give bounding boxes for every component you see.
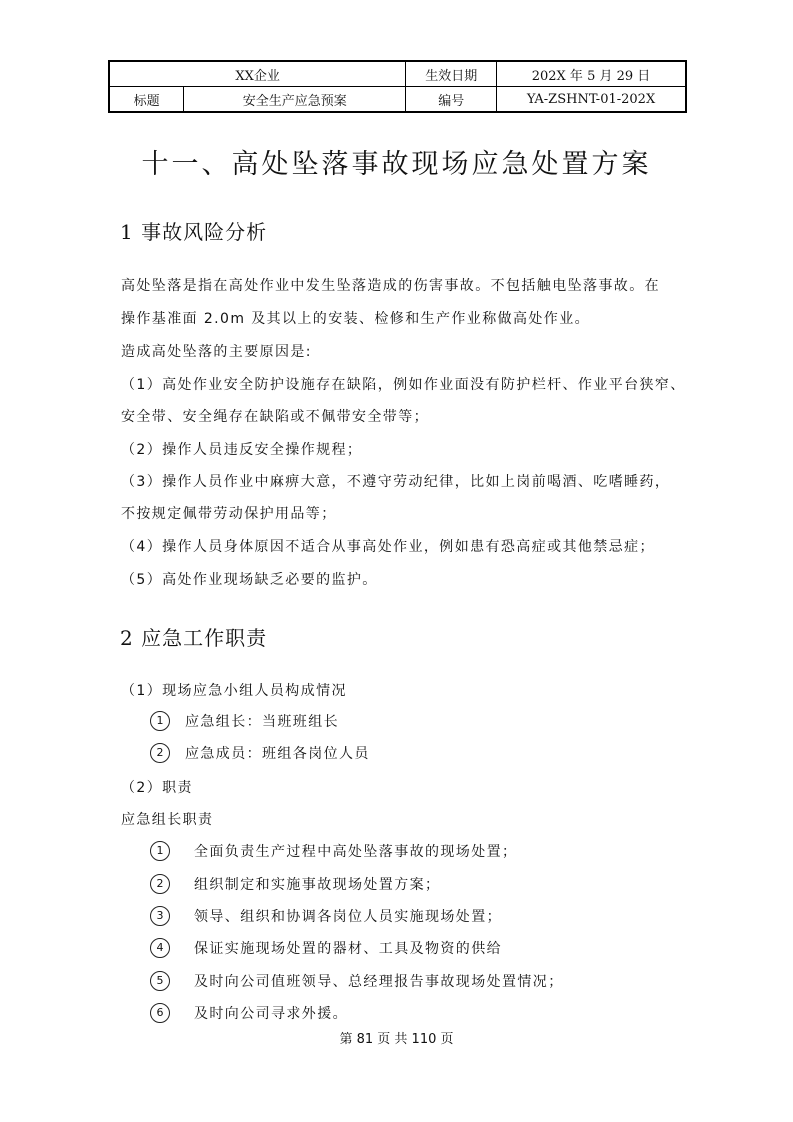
list-item-text: 全面负责生产过程中高处坠落事故的现场处置； xyxy=(194,844,518,860)
circled-number-icon: 5 xyxy=(150,971,170,991)
list-item-text: 领导、组织和协调各岗位人员实施现场处置； xyxy=(194,909,502,925)
circled-number-icon: 2 xyxy=(150,743,170,763)
number-value: YA-ZSHNT-01-202X xyxy=(497,87,686,113)
number-label: 编号 xyxy=(406,87,497,113)
paragraph-line: （5）高处作业现场缺乏必要的监护。 xyxy=(121,572,378,588)
circled-number-icon: 2 xyxy=(150,874,170,894)
list-item xyxy=(150,938,502,958)
list-item xyxy=(150,971,564,991)
paragraph-line: （2）操作人员违反安全操作规程； xyxy=(121,442,363,458)
circled-number-icon: 4 xyxy=(150,938,170,958)
page-number: 第 81 页 共 110 页 xyxy=(339,1032,454,1047)
paragraph-line: 高处坠落是指在高处作业中发生坠落造成的伤害事故。不包括触电坠落事故。在 xyxy=(121,278,660,294)
list-item-text: 及时向公司寻求外援。 xyxy=(194,1006,348,1022)
section-heading-risk: 1 事故风险分析 xyxy=(120,220,268,244)
title-value: 安全生产应急预案 xyxy=(184,87,406,113)
paragraph-line: 安全带、安全绳存在缺陷或不佩带安全带等； xyxy=(121,409,429,425)
list-item-text: 应急组长：当班班组长 xyxy=(185,714,339,730)
page-title: 十一、高处坠落事故现场应急处置方案 xyxy=(141,149,652,180)
effective-date-label: 生效日期 xyxy=(406,61,497,87)
document-header-table xyxy=(108,60,687,113)
paragraph-line: （1）高处作业安全防护设施存在缺陷，例如作业面没有防护栏杆、作业平台狭窄、 xyxy=(121,377,686,393)
list-item-text: 保证实施现场处置的器材、工具及物资的供给 xyxy=(194,941,502,957)
section-heading-duties: 2 应急工作职责 xyxy=(120,626,268,650)
list-item xyxy=(150,906,502,926)
paragraph-line: 操作基准面 2.0m 及其以上的安装、检修和生产作业称做高处作业。 xyxy=(121,311,591,327)
company-name: XX企业 xyxy=(109,61,406,87)
circled-number-icon: 1 xyxy=(150,841,170,861)
subheading-team: （1）现场应急小组人员构成情况 xyxy=(121,683,347,699)
title-label: 标题 xyxy=(109,87,184,113)
subheading-duties: （2）职责 xyxy=(121,780,193,796)
leader-duties-title: 应急组长职责 xyxy=(121,812,214,828)
list-item xyxy=(150,841,518,861)
paragraph-line: 造成高处坠落的主要原因是: xyxy=(121,344,312,360)
list-item-text: 组织制定和实施事故现场处置方案； xyxy=(194,877,441,893)
circled-number-icon: 6 xyxy=(150,1003,170,1023)
effective-date: 202X 年 5 月 29 日 xyxy=(497,61,686,87)
list-item-text: 及时向公司值班领导、总经理报告事故现场处置情况； xyxy=(194,974,564,990)
list-item xyxy=(150,874,441,894)
paragraph-line: 不按规定佩带劳动保护用品等； xyxy=(121,506,337,522)
paragraph-line: （4）操作人员身体原因不适合从事高处作业，例如患有恐高症或其他禁忌症； xyxy=(121,539,655,555)
list-item-text: 应急成员：班组各岗位人员 xyxy=(185,746,370,762)
list-item xyxy=(150,1003,348,1023)
circled-number-icon: 1 xyxy=(150,711,170,731)
paragraph-line: （3）操作人员作业中麻痹大意，不遵守劳动纪律，比如上岗前喝酒、吃嗜睡药， xyxy=(121,474,671,490)
circled-number-icon: 3 xyxy=(150,906,170,926)
list-item xyxy=(150,711,339,731)
list-item xyxy=(150,743,370,763)
